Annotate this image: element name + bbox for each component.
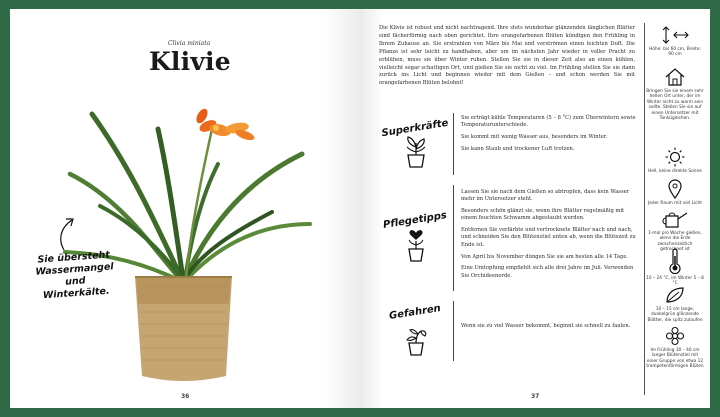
section-gefahren <box>379 301 635 367</box>
section-text-pflegetipps <box>461 189 637 284</box>
paragraph: Sie kann Staub und trockener Luft trotzen. <box>461 145 575 152</box>
location-pin-icon <box>664 179 686 199</box>
section-pflegetipps <box>379 185 635 293</box>
paragraph: Sie erträgt kühle Temperaturen (5 – 8 °C) zum Überwintern sowie Temperaturunterschiede. <box>461 115 636 129</box>
sidebar-item-leaves <box>646 285 704 323</box>
sidebar-item-temperature <box>646 248 704 287</box>
section-divider <box>453 301 454 361</box>
thermometer-icon <box>664 248 686 274</box>
section-label-gefahren: Gefahren <box>388 302 442 323</box>
sun-icon <box>664 147 686 167</box>
pointer-arrow-icon <box>54 216 84 252</box>
page-title: Klivie <box>149 47 231 76</box>
sidebar-item-flowering <box>646 326 704 370</box>
intro-text: Die Klivie ist robust und nicht nachtragend. Ihre stets wunderbar glänzenden länglichen Blätter sind fächerförmig nach oben gerichtet. Ihre orangefarbenen Blüten kündigen den Frühling in Ihrem Zuhause an. Sie erstrahlen von März bis Mai und verströmen einen leichten Duft. Die Pflanze ist sehr leicht zu handhaben, aber um im nächsten Jahr wieder in voller Pracht zu erblühen, muss sie über Winter ruhen. Stellen Sie sie in dieser Zeit also an einen kühlen, vielleicht sogar schattigen Ort, und gießen Sie sie nicht zu viel. Im Frühling stellen Sie sie dann zurück ins Licht und beginnen wieder mit dem Gießen – und schon werden Sie mit orangefarbenen Blüten belohnt! <box>379 25 635 87</box>
paragraph: Besonders schön glänzt sie, wenn ihre Blätter regelmäßig mit einem feuchten Schwamm abgestaubt werden. <box>461 208 625 222</box>
right-page <box>359 9 710 408</box>
section-superkraefte <box>379 113 635 183</box>
section-divider <box>453 185 454 291</box>
flower-icon <box>664 326 686 346</box>
page-number-left: 36 <box>181 393 190 400</box>
potted-plant-icon <box>403 135 429 169</box>
watering-can-icon <box>660 209 690 229</box>
sidebar-caption: Jeder Raum mit viel Licht <box>648 201 702 206</box>
paragraph: Entfernen Sie verfärbte und vertrocknete Blätter nach und nach, und schneiden Sie den Blütenstiel unten ab, wenn die Blütezeit zu Ende ist. <box>461 227 636 248</box>
section-label-superkraefte: Superkräfte <box>380 117 450 140</box>
section-divider <box>453 113 454 175</box>
sidebar-item-room <box>646 179 704 206</box>
sidebar-caption: 10 – 15 cm lange, dunkelgrün glänzende Blätter, die spitz zulaufen <box>647 307 703 323</box>
book-spread <box>10 9 710 408</box>
sidebar-item-size <box>646 25 704 58</box>
orange-flowers <box>194 107 256 142</box>
sidebar-caption: 10 – 24 °C, im Winter 5 – 8 °C <box>646 276 704 287</box>
leaf-icon <box>664 285 686 305</box>
paragraph: Von April bis November düngen Sie sie am besten alle 14 Tage. <box>461 253 629 260</box>
section-label-pflegetipps: Pflegetipps <box>382 210 448 231</box>
latin-name: Clivia miniata <box>168 40 211 47</box>
handwritten-note: Sie übersteht Wassermangel und Winterkälte. <box>35 249 114 302</box>
section-text-superkraefte <box>461 115 637 158</box>
sidebar-caption: Höhe: bis 60 cm, Breite: 90 cm <box>649 47 701 58</box>
section-text-gefahren <box>461 323 637 335</box>
paragraph: Wenn sie zu viel Wasser bekommt, beginnt sie schnell zu faulen. <box>461 323 631 329</box>
house-icon <box>664 67 686 87</box>
sidebar-divider <box>644 23 645 395</box>
left-page <box>10 9 359 408</box>
heart-plant-icon <box>403 229 429 263</box>
paragraph: Lassen Sie sie nach dem Gießen so abtropfen, dass kein Wasser mehr im Untersetzer steht. <box>461 189 630 203</box>
sidebar-item-light <box>646 147 704 174</box>
sidebar-caption: Im Frühling 30 – 40 cm langer Blütenstiel mit einer Gruppe von etwa 12 trompetenförmigen Blüten <box>646 348 704 370</box>
sidebar-item-location <box>646 67 704 121</box>
sidebar-caption: Hell, keine direkte Sonne <box>648 169 702 174</box>
sidebar-item-watering <box>646 209 704 253</box>
sidebar-caption: Bringen Sie sie einem sehr hellen Ort unter, der im Winter nicht zu warm sein sollte. Stellen Sie sie auf einen Untersetzer mit Tonkügelchen. <box>646 89 704 122</box>
page-number-right: 37 <box>531 393 540 400</box>
paragraph: Eine Umtopfung empfiehlt sich alle drei Jahre im Juli. Verwenden Sie Orchideenerde. <box>461 265 634 279</box>
woven-basket-pot <box>135 277 232 381</box>
wilting-plant-icon <box>403 323 429 357</box>
size-arrows-icon <box>660 25 690 45</box>
paragraph: Sie kommt mit wenig Wasser aus, besonders im Winter. <box>461 134 608 141</box>
sidebar-caption: 1-mal pro Woche gießen, wenn die Erde zwischenzeitlich getrocknet ist <box>648 231 702 253</box>
